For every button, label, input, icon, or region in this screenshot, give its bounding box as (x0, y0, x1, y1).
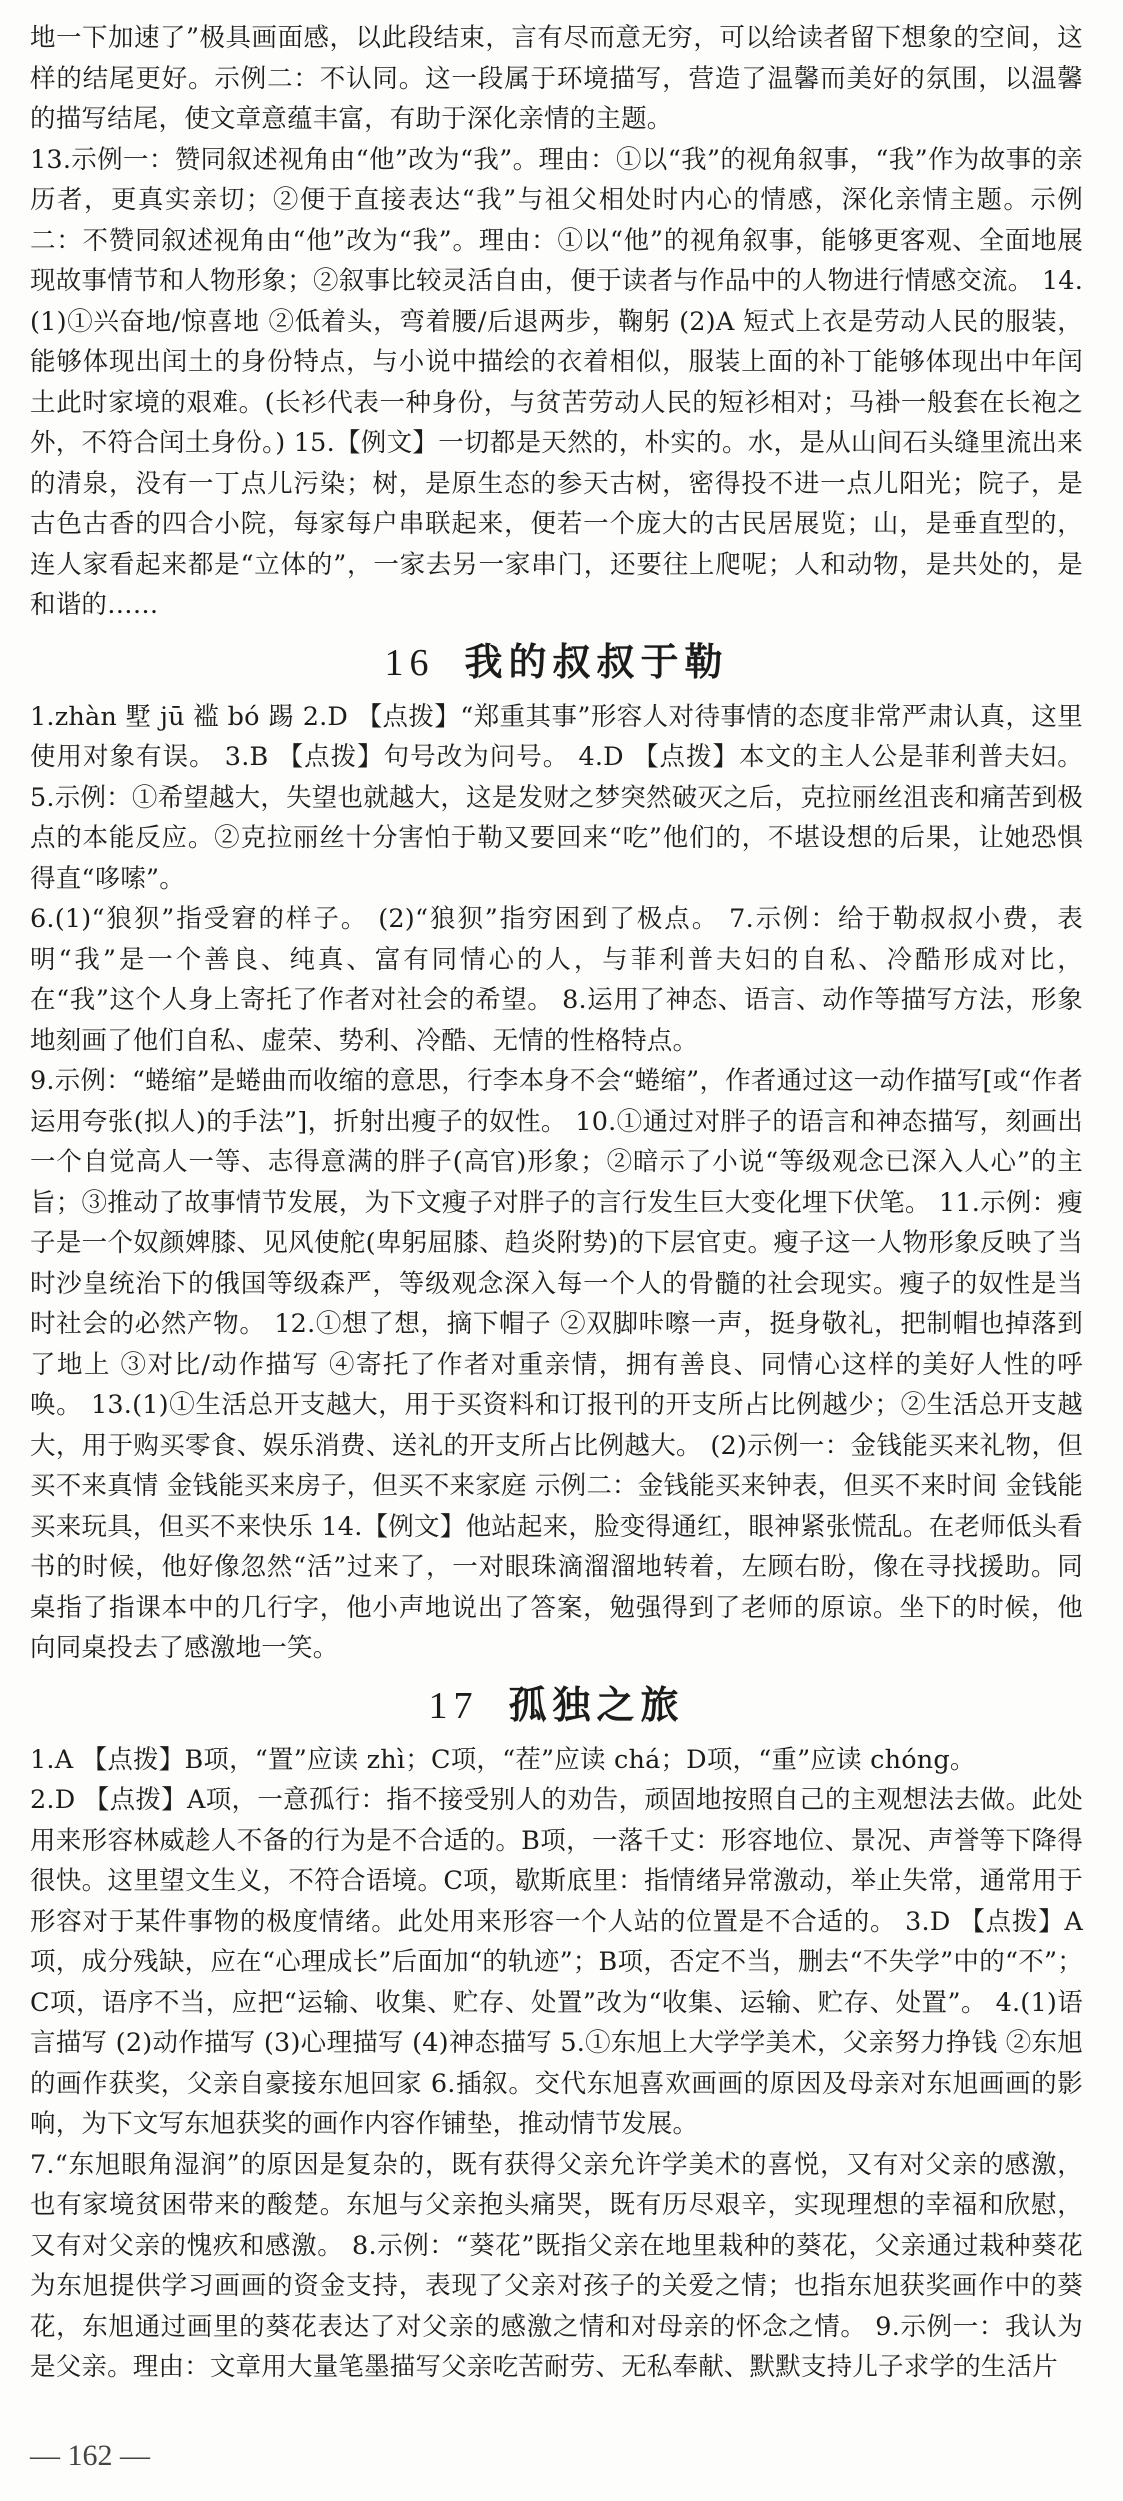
answer-text-body (30, 18, 1083, 2388)
paragraph: 7.“东旭眼角湿润”的原因是复杂的，既有获得父亲允许学美术的喜悦，又有对父亲的感激，也有家境贫困带来的酸楚。东旭与父亲抱头痛哭，既有历尽艰辛，实现理想的幸福和欣慰，又有对父亲的愧疚和感激。 8.示例：“葵花”既指父亲在地里栽种的葵花，父亲通过栽种葵花为东旭提供学习画画的资金支持，表现了父亲对孩子的关爱之情；也指东旭获奖画作中的葵花，东旭通过画里的葵花表达了对父亲的感激之情和对母亲的怀念之情。 9.示例一：我认为是父亲。理由：文章用大量笔墨描写父亲吃苦耐劳、无私奉献、默默支持儿子求学的生活片 (30, 2149, 1083, 2382)
lesson-number: 17 (428, 1684, 479, 1727)
lesson-title: 孤独之旅 (508, 1681, 685, 1727)
lesson-heading (30, 632, 1083, 693)
paragraph: 2.D 【点拨】A项，一意孤行：指不接受别人的劝告，顽固地按照自己的主观想法去做。此处用来形容林威趁人不备的行为是不合适的。B项，一落千丈：形容地位、景况、声誉等下降得很快。这里望文生义，不符合语境。C项，歇斯底里：指情绪异常激动，举止失常，通常用于形容对于某件事物的极度情绪。此处用来形容一个人站的位置是不合适的。 3.D 【点拨】A项，成分残缺，应在“心理成长”后面加“的轨迹”；B项，否定不当，删去“不失学”中的“不”；C项，语序不当，应把“运输、收集、贮存、处置”改为“收集、运输、贮存、处置”。 4.(1)语言描写 (2)动作描写 (3)心理描写 (4)神态描写 5.①东旭上大学学美术，父亲努力挣钱 ②东旭的画作获奖，父亲自豪接东旭回家 6.插叙。交代东旭喜欢画画的原因及母亲对东旭画画的影响，为下文写东旭获奖的画作内容作铺垫，推动情节发展。 (30, 1785, 1083, 2139)
paragraph: 9.示例：“蜷缩”是蜷曲而收缩的意思，行李本身不会“蜷缩”，作者通过这一动作描写[或“作者运用夸张(拟人)的手法”]，折射出瘦子的奴性。 10.①通过对胖子的语言和神态描写，刻画出一个自觉高人一等、志得意满的胖子(高官)形象；②暗示了小说“等级观念已深入人心”的主旨；③推动了故事情节发展，为下文瘦子对胖子的言行发生巨大变化埋下伏笔。 11.示例：瘦子是一个奴颜婢膝、见风使舵(卑躬屈膝、趋炎附势)的下层官吏。瘦子这一人物形象反映了当时沙皇统治下的俄国等级森严，等级观念深入每一个人的骨髓的社会现实。瘦子的奴性是当时社会的必然产物。 12.①想了想，摘下帽子 ②双脚咔嚓一声，挺身敬礼，把制帽也掉落到了地上 ③对比/动作描写 ④寄托了作者对重亲情，拥有善良、同情心这样的美好人性的呼唤。 13.(1)①生活总开支越大，用于买资料和订报刊的开支所占比例越少；②生活总开支越大，用于购买零食、娱乐消费、送礼的开支所占比例越大。 (2)示例一：金钱能买来礼物，但买不来真情 金钱能买来房子，但买不来家庭 示例二：金钱能买来钟表，但买不来时间 金钱能买来玩具，但买不来快乐 14.【例文】他站起来，脸变得通红，眼神紧张慌乱。在老师低头看书的时候，他好像忽然“活”过来了，一对眼珠滴溜溜地转着，左顾右盼，像在寻找援助。同桌指了指课本中的几行字，他小声地说出了答案，勉强得到了老师的原谅。坐下的时候，他向同桌投去了感激地一笑。 (30, 1066, 1083, 1663)
paragraph: 1.A 【点拨】B项，“置”应读 zhì；C项，“茬”应读 chá；D项，“重”应读 chóng。 (30, 1744, 976, 1775)
paragraph: 1.zhàn 墅 jū 褴 bó 踢 2.D 【点拨】“郑重其事”形容人对待事情的态度非常严肃认真，这里使用对象有误。 3.B 【点拨】句号改为问号。 4.D 【点拨】本文的主人公是菲利普夫妇。 5.示例：①希望越大，失望也就越大，这是发财之梦突然破灭之后，克拉丽丝沮丧和痛苦到极点的本能反应。②克拉丽丝十分害怕于勒又要回来“吃”他们的，不堪设想的后果，让她恐惧得直“哆嗦”。 (30, 701, 1083, 894)
paragraph: 6.(1)“狼狈”指受窘的样子。 (2)“狼狈”指穷困到了极点。 7.示例：给于勒叔叔小费，表明“我”是一个善良、纯真、富有同情心的人，与菲利普夫妇的自私、冷酷形成对比，在“我”这个人身上寄托了作者对社会的希望。 8.运用了神态、语言、动作等描写方法，形象地刻画了他们自私、虚荣、势利、冷酷、无情的性格特点。 (30, 904, 1083, 1056)
lesson-number: 16 (384, 641, 435, 684)
lesson-title: 我的叔叔于勒 (464, 638, 729, 684)
lesson-heading (30, 1675, 1083, 1736)
paragraph: 13.示例一：赞同叙述视角由“他”改为“我”。理由：①以“我”的视角叙事，“我”作为故事的亲历者，更真实亲切；②便于直接表达“我”与祖父相处时内心的情感，深化亲情主题。示例二：不赞同叙述视角由“他”改为“我”。理由：①以“他”的视角叙事，能够更客观、全面地展现故事情节和人物形象；②叙事比较灵活自由，便于读者与作品中的人物进行情感交流。 14.(1)①兴奋地/惊喜地 ②低着头，弯着腰/后退两步，鞠躬 (2)A 短式上衣是劳动人民的服装，能够体现出闰土的身份特点，与小说中描绘的衣着相似，服装上面的补丁能够体现出中年闰土此时家境的艰难。(长衫代表一种身份，与贫苦劳动人民的短衫相对；马褂一般套在长袍之外，不符合闰土身份。) 15.【例文】一切都是天然的，朴实的。水，是从山间石头缝里流出来的清泉，没有一丁点儿污染；树，是原生态的参天古树，密得投不进一点儿阳光；院子，是古色古香的四合小院，每家每户串联起来，便若一个庞大的古民居展览；山，是垂直型的，连人家看起来都是“立体的”，一家去另一家串门，还要往上爬呢；人和动物，是共处的，是和谐的…… (30, 144, 1083, 620)
page-number: — 162 — (30, 2439, 150, 2472)
paragraph: 地一下加速了”极具画面感，以此段结束，言有尽而意无穷，可以给读者留下想象的空间，这样的结尾更好。示例二：不认同。这一段属于环境描写，营造了温馨而美好的氛围，以温馨的描写结尾，使文章意蕴丰富，有助于深化亲情的主题。 (30, 23, 1083, 134)
